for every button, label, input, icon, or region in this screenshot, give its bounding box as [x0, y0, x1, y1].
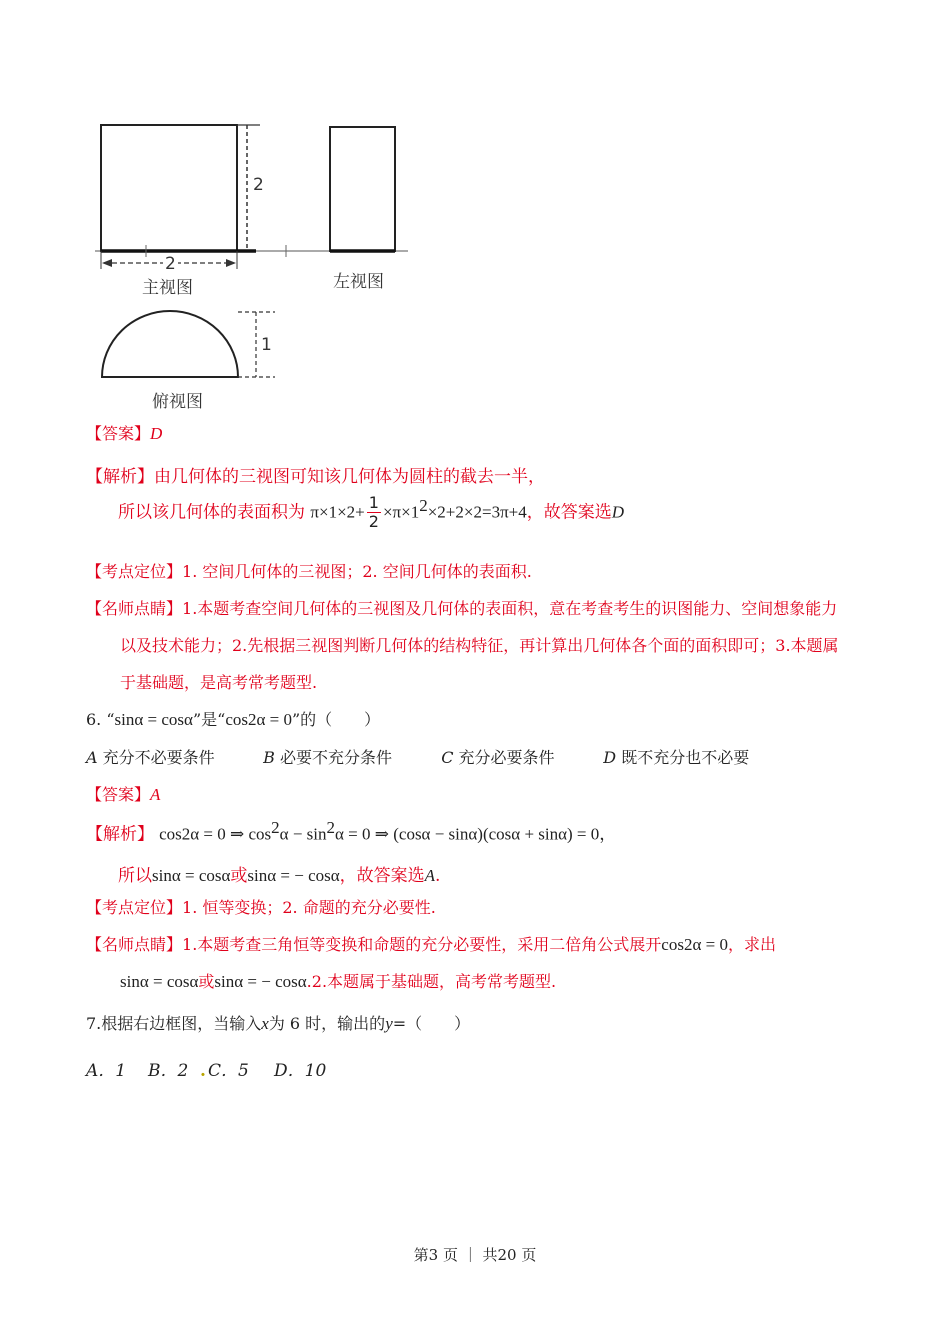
q6-analysis2-choice: A — [424, 866, 436, 885]
front-view-label: 主视图 — [142, 278, 193, 298]
q6-mingshi-text1-end: ，求出 — [727, 935, 776, 954]
q5-analysis-text1: 由几何体的三视图可知该几何体为圆柱的截去一半， — [154, 467, 545, 487]
q6-stem-mid: ”是“ — [192, 710, 226, 729]
q5-fraction — [367, 494, 381, 531]
q5-analysis-suffix: ，故答案选 — [526, 502, 612, 523]
three-view-drawing — [90, 115, 420, 415]
q5-frac-num: 1 — [368, 493, 379, 512]
q6-mingshi2-end: .2.本题属于基础题，高考常考题型. — [306, 972, 557, 991]
q6-analysis2-or: 或 — [230, 866, 248, 886]
q5-mingshi-text1: 1.本题考查空间几何体的三视图及几何体的表面积，意在考查考生的识图能力、空间想象能力 — [182, 599, 838, 618]
q7-option-a[interactable]: A．1 — [86, 1061, 127, 1081]
q6-option-d-letter: D — [603, 748, 617, 767]
q6-analysis2-expr1: sinα = cosα — [152, 866, 231, 885]
q5-kaodian-text: 1. 空间几何体的三视图；2. 空间几何体的表面积. — [182, 562, 532, 581]
q5-formula-a: π×1×2+ — [310, 502, 365, 522]
q6-mingshi-expr: cos2α = 0 — [661, 935, 728, 954]
q7-stem-x: x — [261, 1014, 269, 1033]
q6-answer-tag: 【答案】 — [86, 785, 151, 804]
q6-option-a[interactable] — [86, 745, 258, 768]
q6-option-b-text: 必要不充分条件 — [279, 748, 392, 767]
q6-option-b-letter: B — [263, 748, 275, 767]
q6-analysis-sup2: 2 — [326, 818, 335, 837]
q7-option-b[interactable]: B．2 — [148, 1061, 189, 1081]
q6-analysis2-prefix: 所以 — [118, 866, 152, 886]
q6-stem-expr1: sinα = cosα — [114, 710, 193, 729]
q5-answer-value: D — [150, 424, 163, 443]
q6-mingshi-tag: 【名师点睛】 — [86, 935, 183, 954]
q6-options — [86, 745, 749, 768]
q5-analysis-prefix: 所以该几何体的表面积为 — [118, 502, 305, 523]
dim-height-label: 2 — [253, 175, 264, 195]
page-footer: 第3 页 ｜ 共20 页 — [413, 1246, 537, 1264]
dim-radius-label: 1 — [261, 335, 272, 355]
q6-analysis-expr1: cos2α = 0 ⇒ cos — [159, 824, 272, 844]
q6-mingshi-line2 — [120, 969, 556, 992]
q6-analysis2-dot: . — [435, 866, 441, 886]
q6-mingshi2-expr2: sinα = − cosα — [214, 972, 307, 991]
q6-analysis-tag: 【解析】 — [86, 824, 154, 845]
q5-formula-c: ×2+2×2=3π+4 — [427, 502, 527, 522]
q7-stem — [86, 1011, 470, 1034]
q6-mingshi-text1: 1.本题考查三角恒等变换和命题的充分必要性，采用二倍角公式展开 — [182, 935, 662, 954]
q7-option-dot-mark: . — [200, 1061, 206, 1081]
q7-option-d[interactable]: D．10 — [274, 1061, 327, 1081]
q7-stem-a: 7.根据右边框图，当输入 — [86, 1014, 262, 1033]
q5-analysis-line2 — [118, 494, 624, 531]
q6-option-a-text: 充分不必要条件 — [102, 748, 215, 767]
q6-answer-value: A — [150, 785, 161, 804]
three-view-figure — [90, 115, 420, 415]
side-view-label: 左视图 — [333, 272, 384, 292]
q6-stem-num: 6. — [86, 710, 102, 729]
q6-stem-end: ”的（ ） — [291, 710, 381, 729]
q6-option-c-text: 充分必要条件 — [458, 748, 555, 767]
q5-answer — [86, 421, 162, 444]
q6-analysis-sup1: 2 — [271, 818, 280, 837]
q7-stem-c: =（ ） — [392, 1014, 471, 1033]
q5-mingshi-line2: 以及技术能力；2.先根据三视图判断几何体的结构特征，再计算出几何体各个面的面积即可；3.本题属 — [120, 636, 839, 655]
q5-kaodian-tag: 【考点定位】 — [86, 562, 183, 581]
q5-formula-b: ×π×1 — [382, 502, 420, 522]
q7-options — [86, 1056, 326, 1081]
q6-option-d[interactable] — [603, 745, 749, 768]
q7-stem-y: y — [385, 1014, 393, 1033]
q5-formula-b-sup: 2 — [419, 495, 428, 515]
q5-kaodian — [86, 559, 532, 582]
q5-answer-tag: 【答案】 — [86, 424, 151, 443]
q5-mingshi-tag: 【名师点睛】 — [86, 599, 183, 618]
q6-stem — [86, 707, 380, 730]
q6-option-c-letter: C — [441, 748, 454, 767]
q5-frac-den: 2 — [368, 512, 379, 531]
q6-kaodian-tag: 【考点定位】 — [86, 898, 183, 917]
q7-option-c[interactable]: C．5 — [208, 1061, 249, 1081]
q6-analysis-expr3: α = 0 ⇒ (cosα − sinα)(cosα + sinα) = 0， — [335, 824, 617, 844]
q6-analysis2-expr2: sinα = − cosα — [247, 866, 340, 885]
q6-analysis-line2 — [118, 861, 440, 886]
q6-mingshi2-or: 或 — [198, 972, 215, 991]
q6-kaodian — [86, 895, 436, 918]
q5-mingshi-line3: 于基础题，是高考常考题型. — [120, 673, 318, 692]
q5-analysis-line1 — [86, 462, 545, 487]
q5-analysis-tag: 【解析】 — [86, 467, 154, 487]
q6-stem-quote-open: “ — [106, 710, 115, 729]
q5-mingshi-line1 — [86, 596, 837, 619]
q6-option-c[interactable] — [441, 745, 598, 768]
q7-stem-b: 为 6 时，输出的 — [268, 1014, 386, 1033]
q6-analysis-expr2: α − sin — [279, 824, 327, 844]
q5-analysis-choice: D — [611, 502, 625, 522]
q6-kaodian-text: 1. 恒等变换；2. 命题的充分必要性. — [182, 898, 436, 917]
top-view-label: 俯视图 — [152, 392, 203, 412]
q6-analysis2-suffix: ，故答案选 — [339, 866, 425, 886]
q6-option-d-text: 既不充分也不必要 — [621, 748, 750, 767]
q6-option-a-letter: A — [86, 748, 98, 767]
q6-answer — [86, 782, 160, 805]
dim-width-label: 2 — [165, 254, 176, 274]
q6-option-b[interactable] — [263, 745, 436, 768]
q6-mingshi-line1 — [86, 932, 776, 955]
q6-stem-expr2: cos2α = 0 — [225, 710, 292, 729]
q6-mingshi2-expr1: sinα = cosα — [120, 972, 199, 991]
q6-analysis-line1 — [86, 818, 616, 844]
